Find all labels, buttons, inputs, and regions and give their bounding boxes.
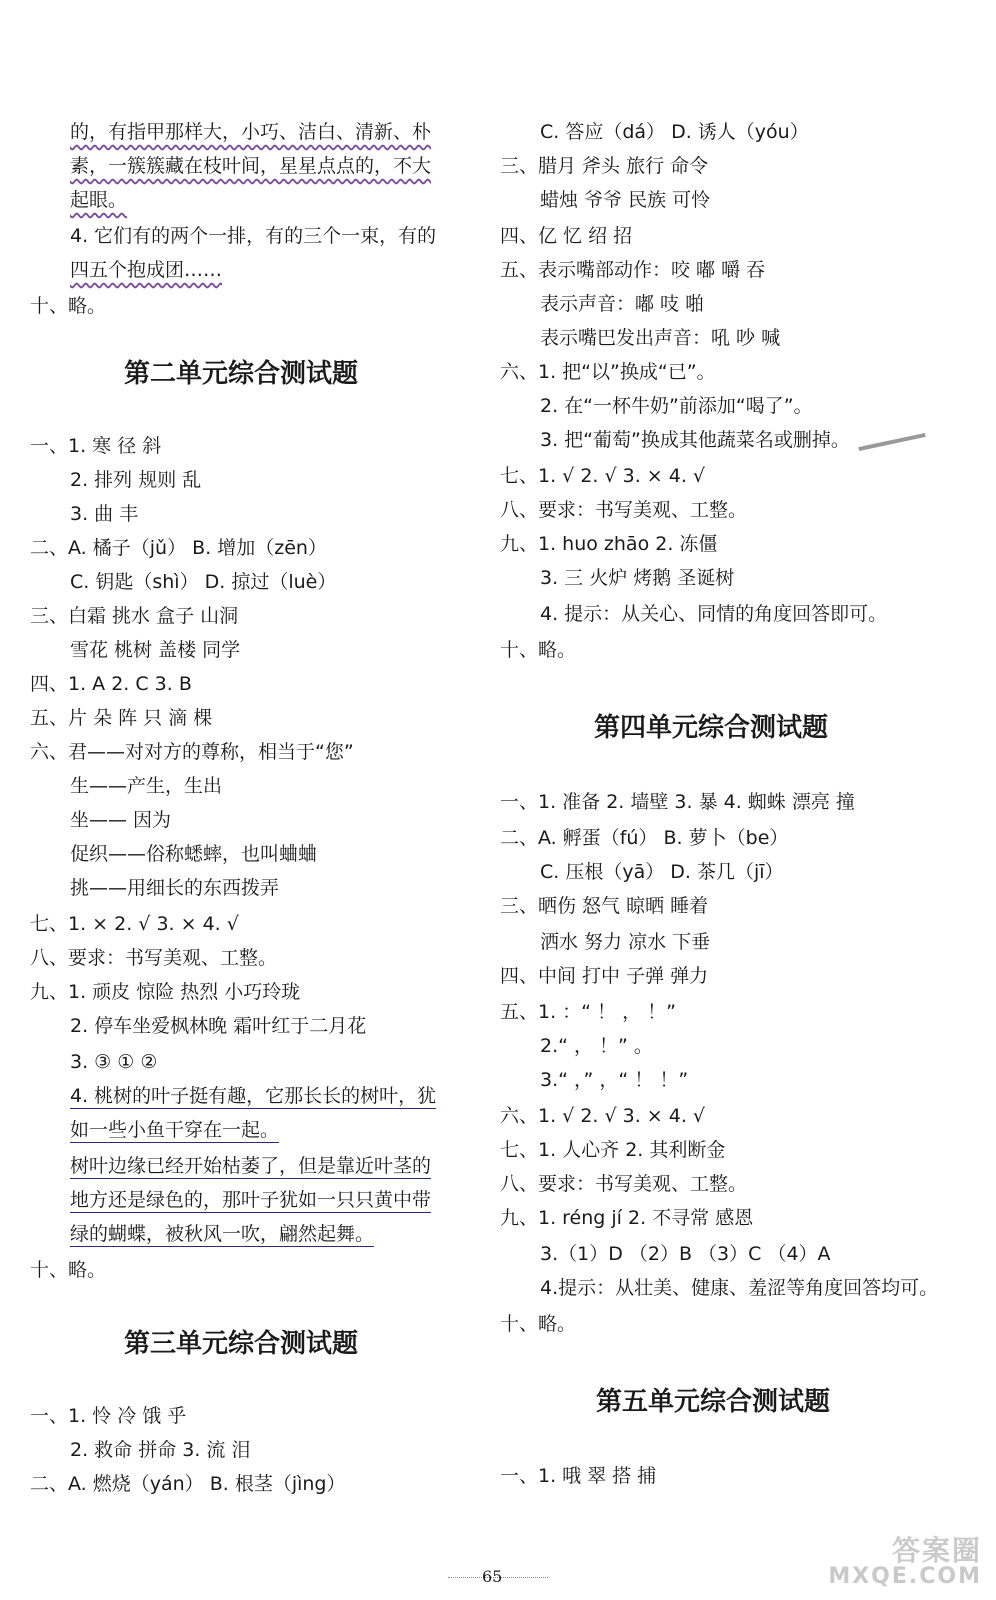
answer-line: 素，一簇簇藏在枝叶间，星星点点的，不大: [70, 155, 432, 177]
answer-line: 2. 停车坐爱枫林晚 霜叶红于二月花: [70, 1015, 367, 1037]
answer-line: 五、1. ：“ ！ ， ！”: [500, 1001, 676, 1023]
answer-line: 三、晒伤 怒气 晾晒 睡着: [500, 895, 709, 917]
answer-line: 二、A. 燃烧（yán） B. 根茎（jìng）: [30, 1473, 346, 1495]
answer-line: 3. ③ ① ②: [70, 1051, 158, 1073]
answer-line: 八、要求：书写美观、工整。: [500, 1173, 748, 1195]
answer-line: 四五个抱成团……: [70, 259, 223, 281]
answer-line: 四、1. A 2. C 3. B: [30, 673, 192, 695]
answer-line: 三、腊月 斧头 旅行 命令: [500, 155, 709, 177]
answer-line: 3.“ ，” ，“ ！ ！”: [540, 1069, 689, 1091]
answer-line: 树叶边缘已经开始枯萎了，但是靠近叶茎的: [70, 1155, 432, 1177]
answer-line: 洒水 努力 凉水 下垂: [540, 931, 711, 953]
answer-line: C. 答应（dá） D. 诱人（yóu）: [540, 121, 809, 143]
answer-line: C. 钥匙（shì） D. 掠过（luè）: [70, 571, 337, 593]
answer-line: 十、略。: [30, 1259, 107, 1281]
answer-line: C. 压根（yā） D. 茶几（jī）: [540, 861, 784, 883]
answer-line: 3. 三 火炉 烤鹅 圣诞树: [540, 567, 735, 589]
answer-line: 八、要求：书写美观、工整。: [30, 947, 278, 969]
answer-line: 六、1. √ 2. √ 3. × 4. √: [500, 1105, 706, 1127]
stamp-image: [858, 433, 925, 451]
unit5-title: 第五单元综合测试题: [596, 1387, 831, 1417]
answer-line: 七、1. 人心齐 2. 其利断金: [500, 1139, 726, 1161]
answer-line: 十、略。: [500, 639, 577, 661]
answer-line: 四、中间 打中 子弹 弹力: [500, 965, 709, 987]
answer-line: 4. 桃树的叶子挺有趣，它那长长的树叶，犹: [70, 1085, 437, 1107]
answer-line: 六、君——对对方的尊称，相当于“您”: [30, 741, 354, 763]
answer-line: 蜡烛 爷爷 民族 可怜: [540, 189, 711, 211]
answer-line: 一、1. 准备 2. 墙壁 3. 暴 4. 蜘蛛 漂亮 撞: [500, 791, 855, 813]
answer-line: 绿的蝴蝶，被秋风一吹，翩然起舞。: [70, 1223, 375, 1245]
answer-line: 3. 曲 丰: [70, 503, 139, 525]
answer-line: 二、A. 橘子（jǔ） B. 增加（zēn）: [30, 537, 327, 559]
answer-line: 一、1. 寒 径 斜: [30, 435, 162, 457]
unit3-title: 第三单元综合测试题: [124, 1329, 359, 1359]
answer-line: 起眼。: [70, 189, 128, 211]
answer-line: 三、白霜 挑水 盒子 山洞: [30, 605, 239, 627]
answer-line: 的，有指甲那样大，小巧、洁白、清新、朴: [70, 121, 432, 143]
answer-line: 4.提示：从壮美、健康、羞涩等角度回答均可。: [540, 1277, 939, 1299]
answer-line: 表示声音：嘟 吱 啪: [540, 293, 705, 315]
answer-line: 九、1. réng jí 2. 不寻常 感恩: [500, 1207, 754, 1229]
answer-line: 五、片 朵 阵 只 滴 棵: [30, 707, 213, 729]
answer-line: 促织——俗称蟋蟀，也叫蛐蛐: [70, 843, 318, 865]
page-number: 65: [482, 1567, 503, 1586]
answer-line: 二、A. 孵蛋（fú） B. 萝卜（be）: [500, 827, 789, 849]
answer-line: 如一些小鱼干穿在一起。: [70, 1119, 280, 1141]
answer-line: 地方还是绿色的，那叶子犹如一只只黄中带: [70, 1189, 432, 1211]
answer-line: 九、1. huo zhāo 2. 冻僵: [500, 533, 718, 555]
watermark-logo: 答案圈 MXQE.COM: [828, 1534, 982, 1589]
answer-line: 六、1. 把“以”换成“已”。: [500, 361, 716, 383]
answer-line: 2.“ ， ！” 。: [540, 1035, 653, 1057]
answer-line: 3.（1）D （2）B （3）C （4）A: [540, 1243, 831, 1265]
answer-line: 表示嘴巴发出声音：吼 吵 喊: [540, 327, 781, 349]
answer-line: 4. 它们有的两个一排，有的三个一束，有的: [70, 225, 437, 247]
answer-line: 一、1. 怜 冷 饿 乎: [30, 1405, 187, 1427]
answer-line: 生——产生，生出: [70, 775, 223, 797]
answer-line: 九、1. 顽皮 惊险 热烈 小巧玲珑: [30, 981, 301, 1003]
answer-line: 一、1. 哦 翠 搭 捕: [500, 1465, 657, 1487]
answer-line: 2. 救命 拼命 3. 流 泪: [70, 1439, 251, 1461]
answer-line: 雪花 桃树 盖楼 同学: [70, 639, 241, 661]
answer-line: 五、表示嘴部动作：咬 嘟 嚼 吞: [500, 259, 766, 281]
answer-line: 七、1. × 2. √ 3. × 4. √: [30, 913, 239, 935]
answer-line: 四、亿 忆 绍 招: [500, 225, 633, 247]
unit4-title: 第四单元综合测试题: [594, 713, 829, 743]
unit2-title: 第二单元综合测试题: [124, 359, 359, 389]
answer-line: 十、略。: [500, 1313, 577, 1335]
answer-line: 坐—— 因为: [70, 809, 172, 831]
answer-line: 八、要求：书写美观、工整。: [500, 499, 748, 521]
answer-line: 七、1. √ 2. √ 3. × 4. √: [500, 465, 706, 487]
answer-line: 十、略。: [30, 295, 107, 317]
answer-line: 2. 在“一杯牛奶”前添加“喝了”。: [540, 395, 813, 417]
answer-line: 4. 提示：从关心、同情的角度回答即可。: [540, 603, 888, 625]
answer-line: 3. 把“葡萄”换成其他蔬菜名或删掉。: [540, 429, 850, 451]
answer-line: 挑——用细长的东西拨弄: [70, 877, 280, 899]
answer-line: 2. 排列 规则 乱: [70, 469, 202, 491]
